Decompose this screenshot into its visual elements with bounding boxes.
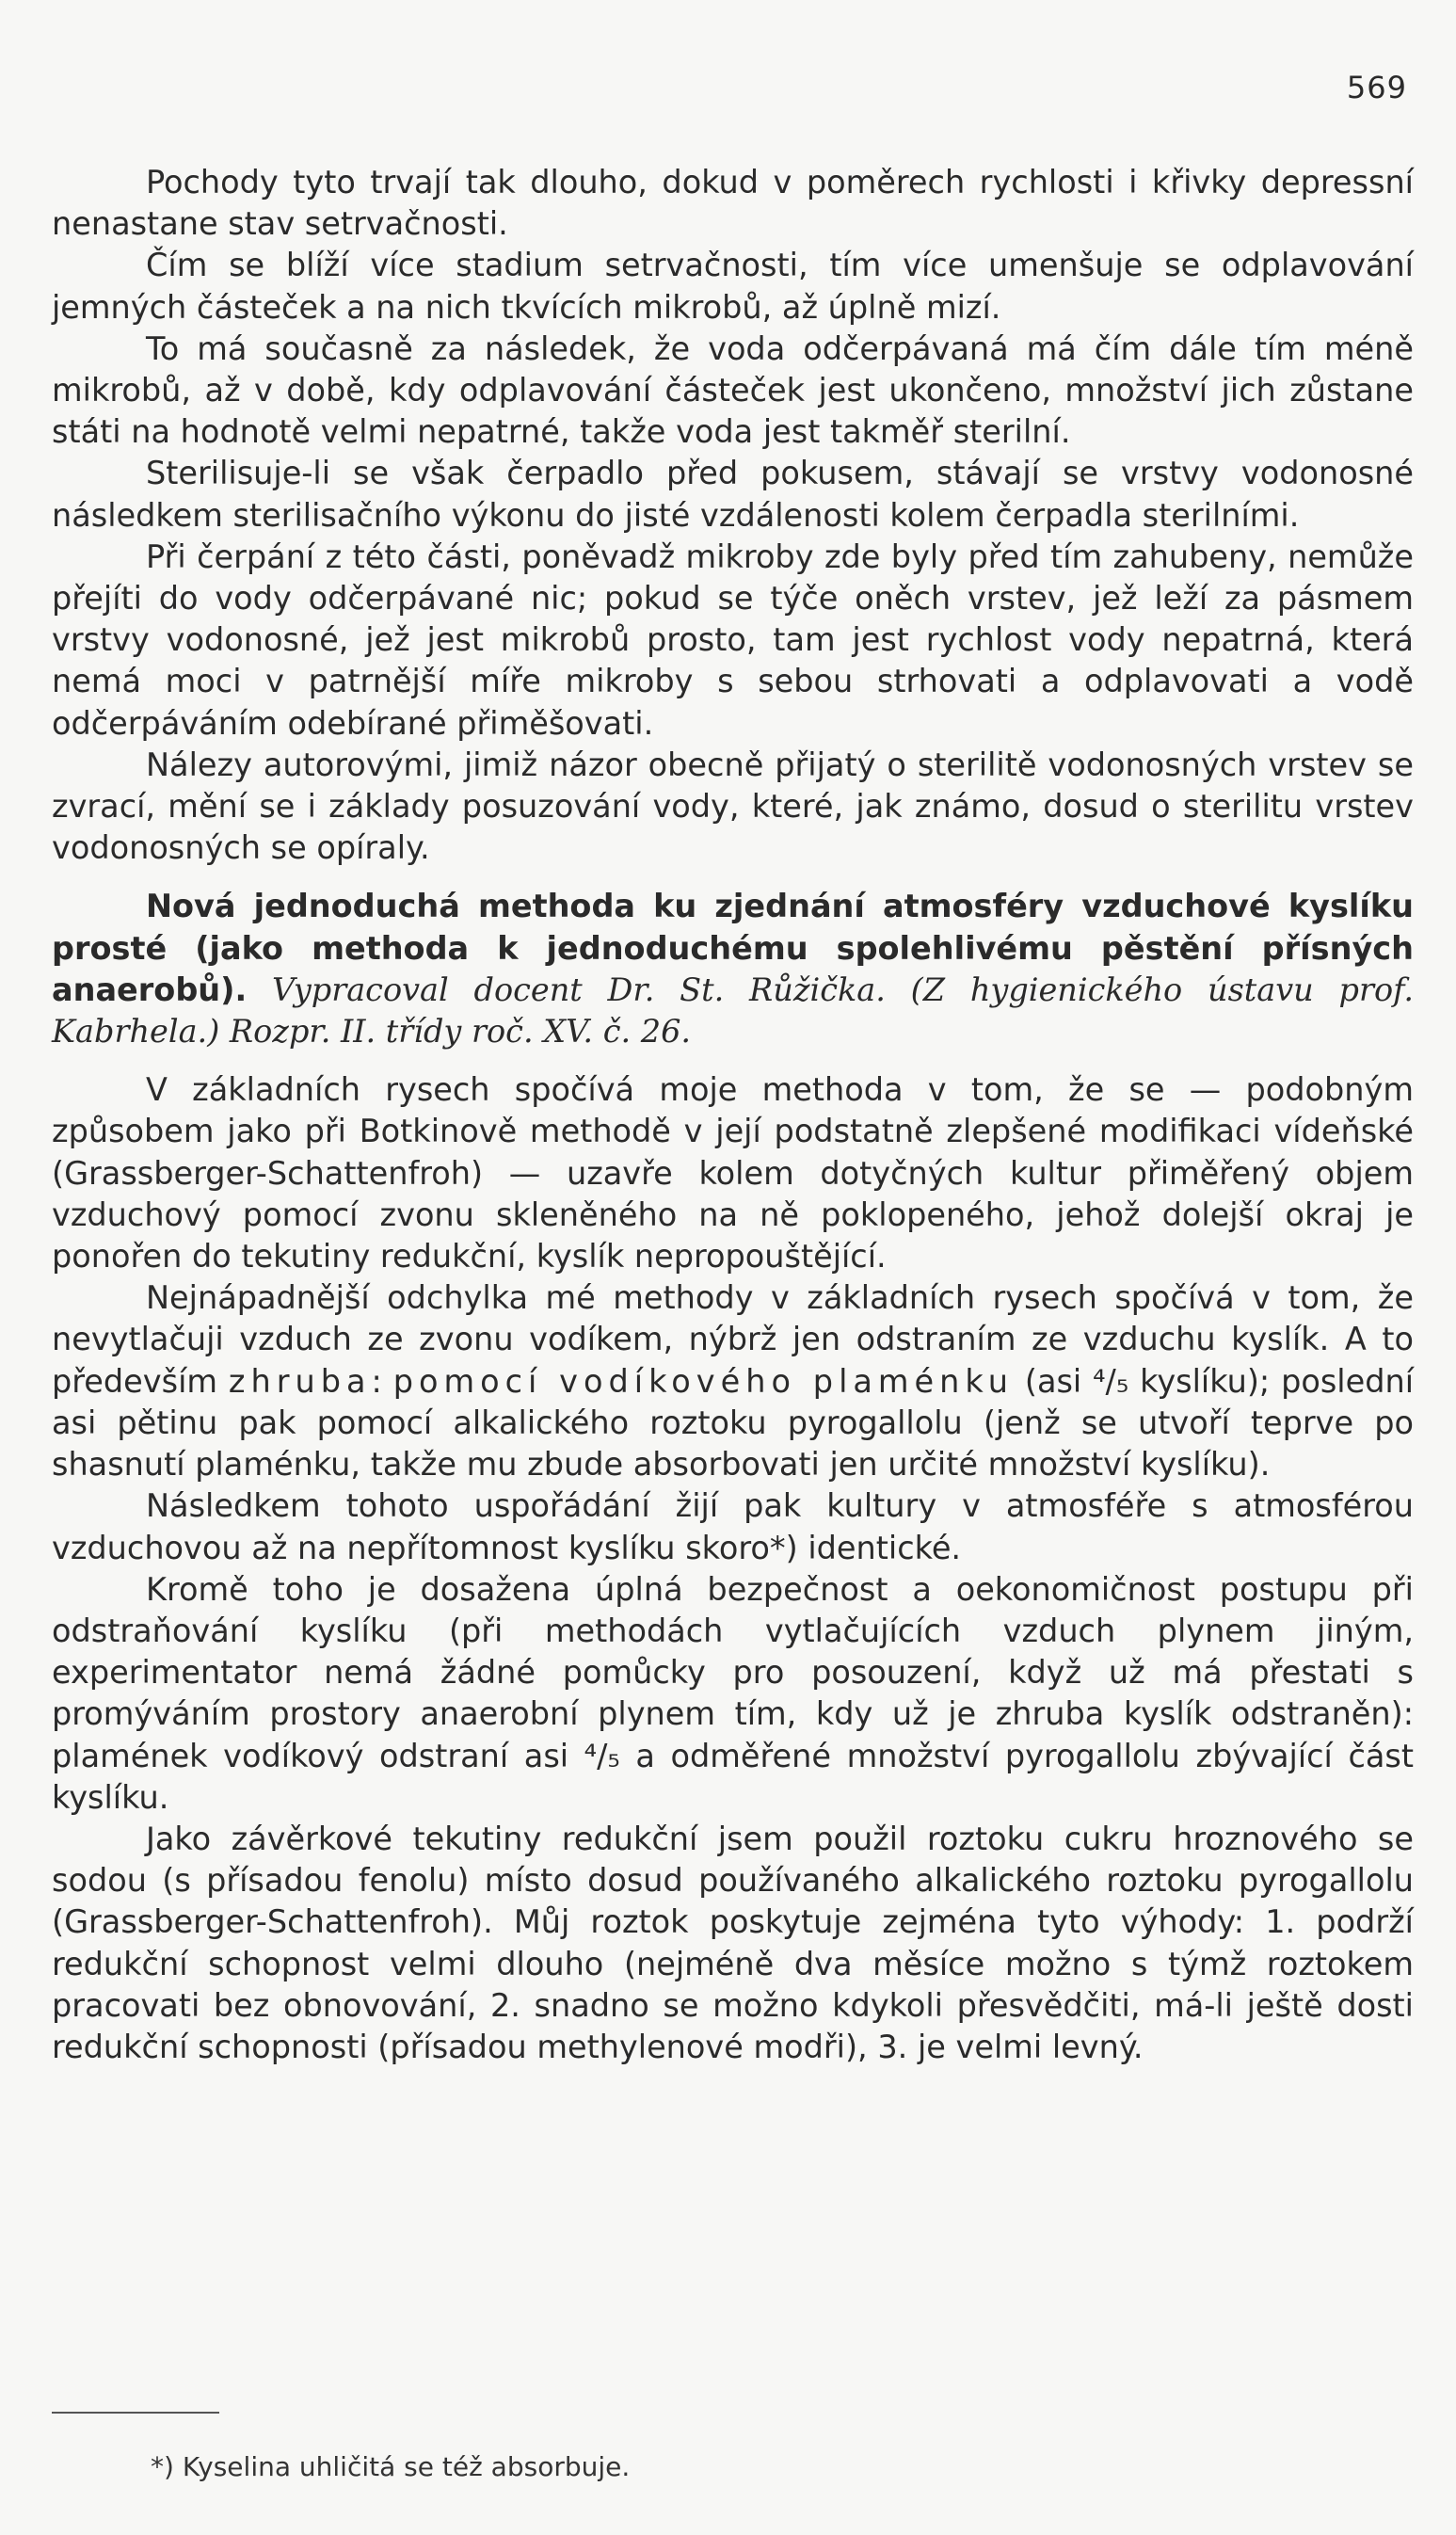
paragraph: V základních rysech spočívá moje methoda v tom, že se — podobným způsobem jako při Botkinově methodě v její podstatně zlepšené modifikaci vídeňské (Grassberger-Schattenfroh) — uzavře kolem dotyčných kultur přiměřený objem vzduchový pomocí zvonu skleněného na ně poklopeného, jehož dolejší okraj je ponořen do tekutiny redukční, kyslík nepropouštějící. xyxy=(52,1071,1414,1276)
text-run: Nejnápadnější odchylka mé methody v základních rysech spočívá v tom, že nevytlačuji vzduch ze zvonu vodíkem, nýbrž jen odstraním ze vzduchu kyslík. A to především xyxy=(52,1279,1414,1400)
article-title: Nová jednoduchá methoda ku zjednání atmosféry vzduchové kyslíku prosté (jako methoda k jednoduchému spolehlivému pěstění přísných anaerobů). xyxy=(52,888,1414,1008)
paragraph: Kromě toho je dosažena úplná bezpečnost a oekonomičnost postupu při odstraňování kyslíku (při methodách vytlačujících vzduch plynem jiným, experimentator nemá žádné pomůcky pro posouzení, když už má přestati s promýváním prostory anaerobní plynem tím, kdy už je zhruba kyslík odstraněn): plamének vodíkový odstraní asi ⁴/₅ a odměřené množství pyrogallolu zbývající část kyslíku. xyxy=(52,1570,1414,1816)
text-run: : xyxy=(371,1362,393,1400)
article-header xyxy=(52,886,1414,1052)
paragraph: Sterilisuje-li se však čerpadlo před pokusem, stávají se vrstvy vodonosné následkem sterilisačního výkonu do jisté vzdálenosti kolem čerpadla sterilními. xyxy=(52,455,1414,534)
paragraph: Následkem tohoto uspořádání žijí pak kultury v atmosféře s atmosférou vzduchovou až na nepřítomnost kyslíku skoro*) identické. xyxy=(52,1487,1414,1566)
article-citation: Vypracoval docent Dr. St. Růžička. (Z hygienického ústavu prof. Kabrhela.) Rozpr. II. třídy roč. XV. č. 26. xyxy=(52,971,1414,1051)
text-run: (asi xyxy=(1014,1362,1094,1400)
emphasis-text: pomocí vodíkového plaménku xyxy=(392,1362,1014,1400)
paragraph xyxy=(52,1277,1414,1485)
paragraph: Pochody tyto trvají tak dlouho, dokud v poměrech rychlosti i křivky depressní nenastane stav setrvačnosti. xyxy=(52,164,1414,243)
paragraph: Jako závěrkové tekutiny redukční jsem použil roztoku cukru hroznového se sodou (s přísadou fenolu) místo dosud používaného alkalického roztoku pyrogallolu (Grassberger-Schattenfroh). Můj roztok poskytuje zejména tyto výhody: 1. podrží redukční schopnost velmi dlouho (nejméně dva měsíce možno s týmž roztokem pracovati bez obnovování, 2. snadno se možno kdykoli přesvědčiti, má-li ještě dosti redukční schopnosti (přísadou methylenové modři), 3. je velmi levný. xyxy=(52,1820,1414,2065)
paragraph: To má současně za následek, že voda odčerpávaná má čím dále tím méně mikrobů, až v době, kdy odplavování částeček jest ukončeno, množství jich zůstane státi na hodnotě velmi nepatrné, takže voda jest takměř sterilní. xyxy=(52,329,1414,451)
footnote: *) Kyselina uhličitá se též absorbuje. xyxy=(151,2451,631,2482)
paragraph: Nálezy autorovými, jimiž názor obecně přijatý o sterilitě vodonosných vrstev se zvrací, mění se i základy posuzování vody, které, jak známo, dosud o sterilitu vrstev vodonosných se opíraly. xyxy=(52,746,1414,867)
paragraph: Při čerpání z této části, poněvadž mikroby zde byly před tím zahubeny, nemůže přejíti do vody odčerpávané nic; pokud se týče oněch vrstev, jež leží za pásmem vrstvy vodonosné, jež jest mikrobů prosto, tam jest rychlost vody nepatrná, která nemá moci v patrnější míře mikroby s sebou strhovati a odplavovati a vodě odčerpáváním odebírané přiměšovati. xyxy=(52,537,1414,742)
text-run: kyslíku); poslední asi pětinu pak pomocí alkalického roztoku pyrogallolu (jenž se utvoří teprve po shasnutí plaménku, takže mu zbude absorbovati jen určité množství kyslíku). xyxy=(52,1362,1415,1484)
fraction: ⁴/₅ xyxy=(1093,1362,1129,1400)
emphasis-text: zhruba xyxy=(228,1362,372,1400)
main-text xyxy=(52,162,1414,2068)
page-number: 569 xyxy=(1346,70,1407,105)
paragraph: Čím se blíží více stadium setrvačnosti, tím více umenšuje se odplavování jemných částeček a na nich tkvících mikrobů, až úplně mizí. xyxy=(52,247,1414,326)
footnote-divider xyxy=(52,2412,219,2414)
